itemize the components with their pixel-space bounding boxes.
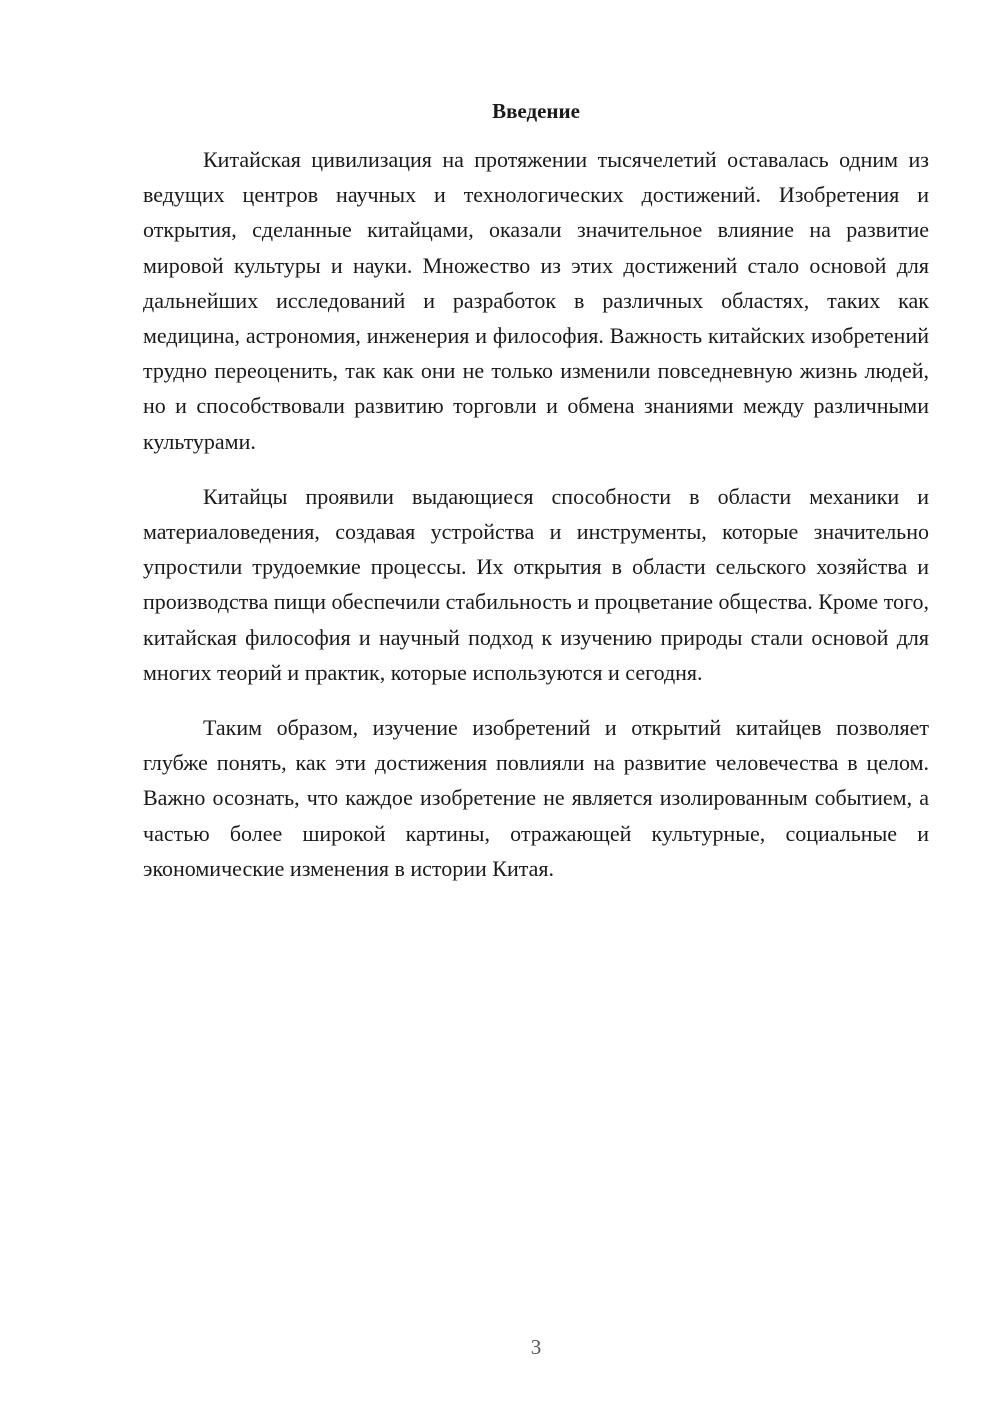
page-number: 3 (530, 1335, 542, 1359)
paragraph-1: Китайская цивилизация на протяжении тысячелетий оставалась одним из ведущих центров научных и технологических достижений. Изобретения и открытия, сделанные китайцами, оказали значительное влияние на развитие мировой культуры и науки. Множество из этих достижений стало основой для дальнейших исследований и разработок в различных областях, таких как медицина, астрономия, инженерия и философия. Важность китайских изобретений трудно переоценить, так как они не только изменили повседневную жизнь людей, но и способствовали развитию торговли и обмена знаниями между различными культурами. (143, 147, 929, 454)
paragraph-3: Таким образом, изучение изобретений и открытий китайцев позволяет глубже понять, как эти достижения повлияли на развитие человечества в целом. Важно осознать, что каждое изобретение не является изолированным событием, а частью более широкой картины, отражающей культурные, социальные и экономические изменения в истории Китая. (143, 715, 929, 881)
paragraph-2: Китайцы проявили выдающиеся способности в области механики и материаловедения, создавая устройства и инструменты, которые значительно упростили трудоемкие процессы. Их открытия в области сельского хозяйства и производства пищи обеспечили стабильность и процветание общества. Кроме того, китайская философия и научный подход к изучению природы стали основой для многих теорий и практик, которые используются и сегодня. (143, 483, 929, 685)
body-text (143, 142, 929, 906)
section-heading: Введение (492, 99, 580, 123)
